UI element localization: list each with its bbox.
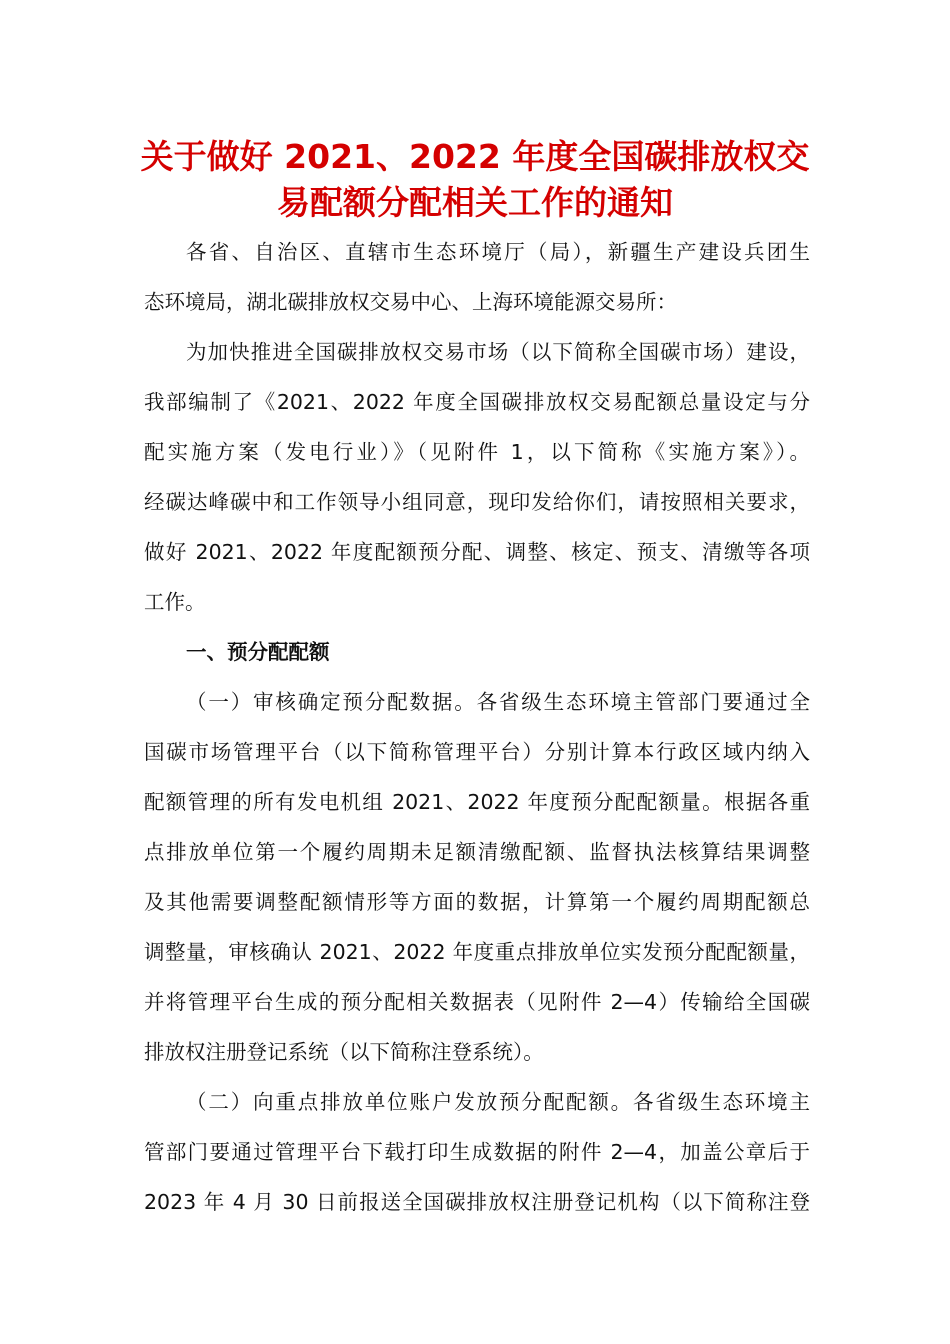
paragraph-line: 工作。 <box>144 590 206 614</box>
paragraph-line: （一）审核确定预分配数据。各省级生态环境主管部门要通过全 <box>186 690 810 714</box>
paragraph-line: 国碳市场管理平台（以下简称管理平台）分别计算本行政区域内纳入 <box>144 740 810 764</box>
addressee-line-1: 各省、自治区、直辖市生态环境厅（局），新疆生产建设兵团生 <box>186 240 810 264</box>
paragraph-line: 点排放单位第一个履约周期未足额清缴配额、监督执法核算结果调整 <box>144 840 810 864</box>
document-title-line-1: 关于做好 2021、2022 年度全国碳排放权交 <box>140 137 810 176</box>
addressee-line-2: 态环境局，湖北碳排放权交易中心、上海环境能源交易所： <box>144 290 677 314</box>
paragraph-line: 我部编制了《2021、2022 年度全国碳排放权交易配额总量设定与分 <box>144 390 810 414</box>
paragraph-line: （二）向重点排放单位账户发放预分配配额。各省级生态环境主 <box>186 1090 810 1114</box>
paragraph-line: 管部门要通过管理平台下载打印生成数据的附件 2—4，加盖公章后于 <box>144 1140 810 1164</box>
paragraph-line: 做好 2021、2022 年度配额预分配、调整、核定、预支、清缴等各项 <box>144 540 810 564</box>
paragraph-line: 并将管理平台生成的预分配相关数据表（见附件 2—4）传输给全国碳 <box>144 990 810 1014</box>
document-title-line-2: 易配额分配相关工作的通知 <box>277 183 673 222</box>
paragraph-line: 调整量，审核确认 2021、2022 年度重点排放单位实发预分配配额量， <box>144 940 810 964</box>
paragraph-line: 2023 年 4 月 30 日前报送全国碳排放权注册登记机构（以下简称注登 <box>144 1190 810 1214</box>
paragraph-line: 排放权注册登记系统（以下简称注登系统）。 <box>144 1040 544 1064</box>
paragraph-line: 配额管理的所有发电机组 2021、2022 年度预分配配额量。根据各重 <box>144 790 810 814</box>
paragraph-line: 及其他需要调整配额情形等方面的数据，计算第一个履约周期配额总 <box>144 890 810 914</box>
paragraph-line: 配实施方案（发电行业）》（见附件 1，以下简称《实施方案》）。 <box>144 440 810 464</box>
paragraph-line: 经碳达峰碳中和工作领导小组同意，现印发给你们，请按照相关要求， <box>144 490 810 514</box>
section-heading: 一、预分配配额 <box>186 640 330 664</box>
paragraph-line: 为加快推进全国碳排放权交易市场（以下简称全国碳市场）建设， <box>186 340 810 364</box>
